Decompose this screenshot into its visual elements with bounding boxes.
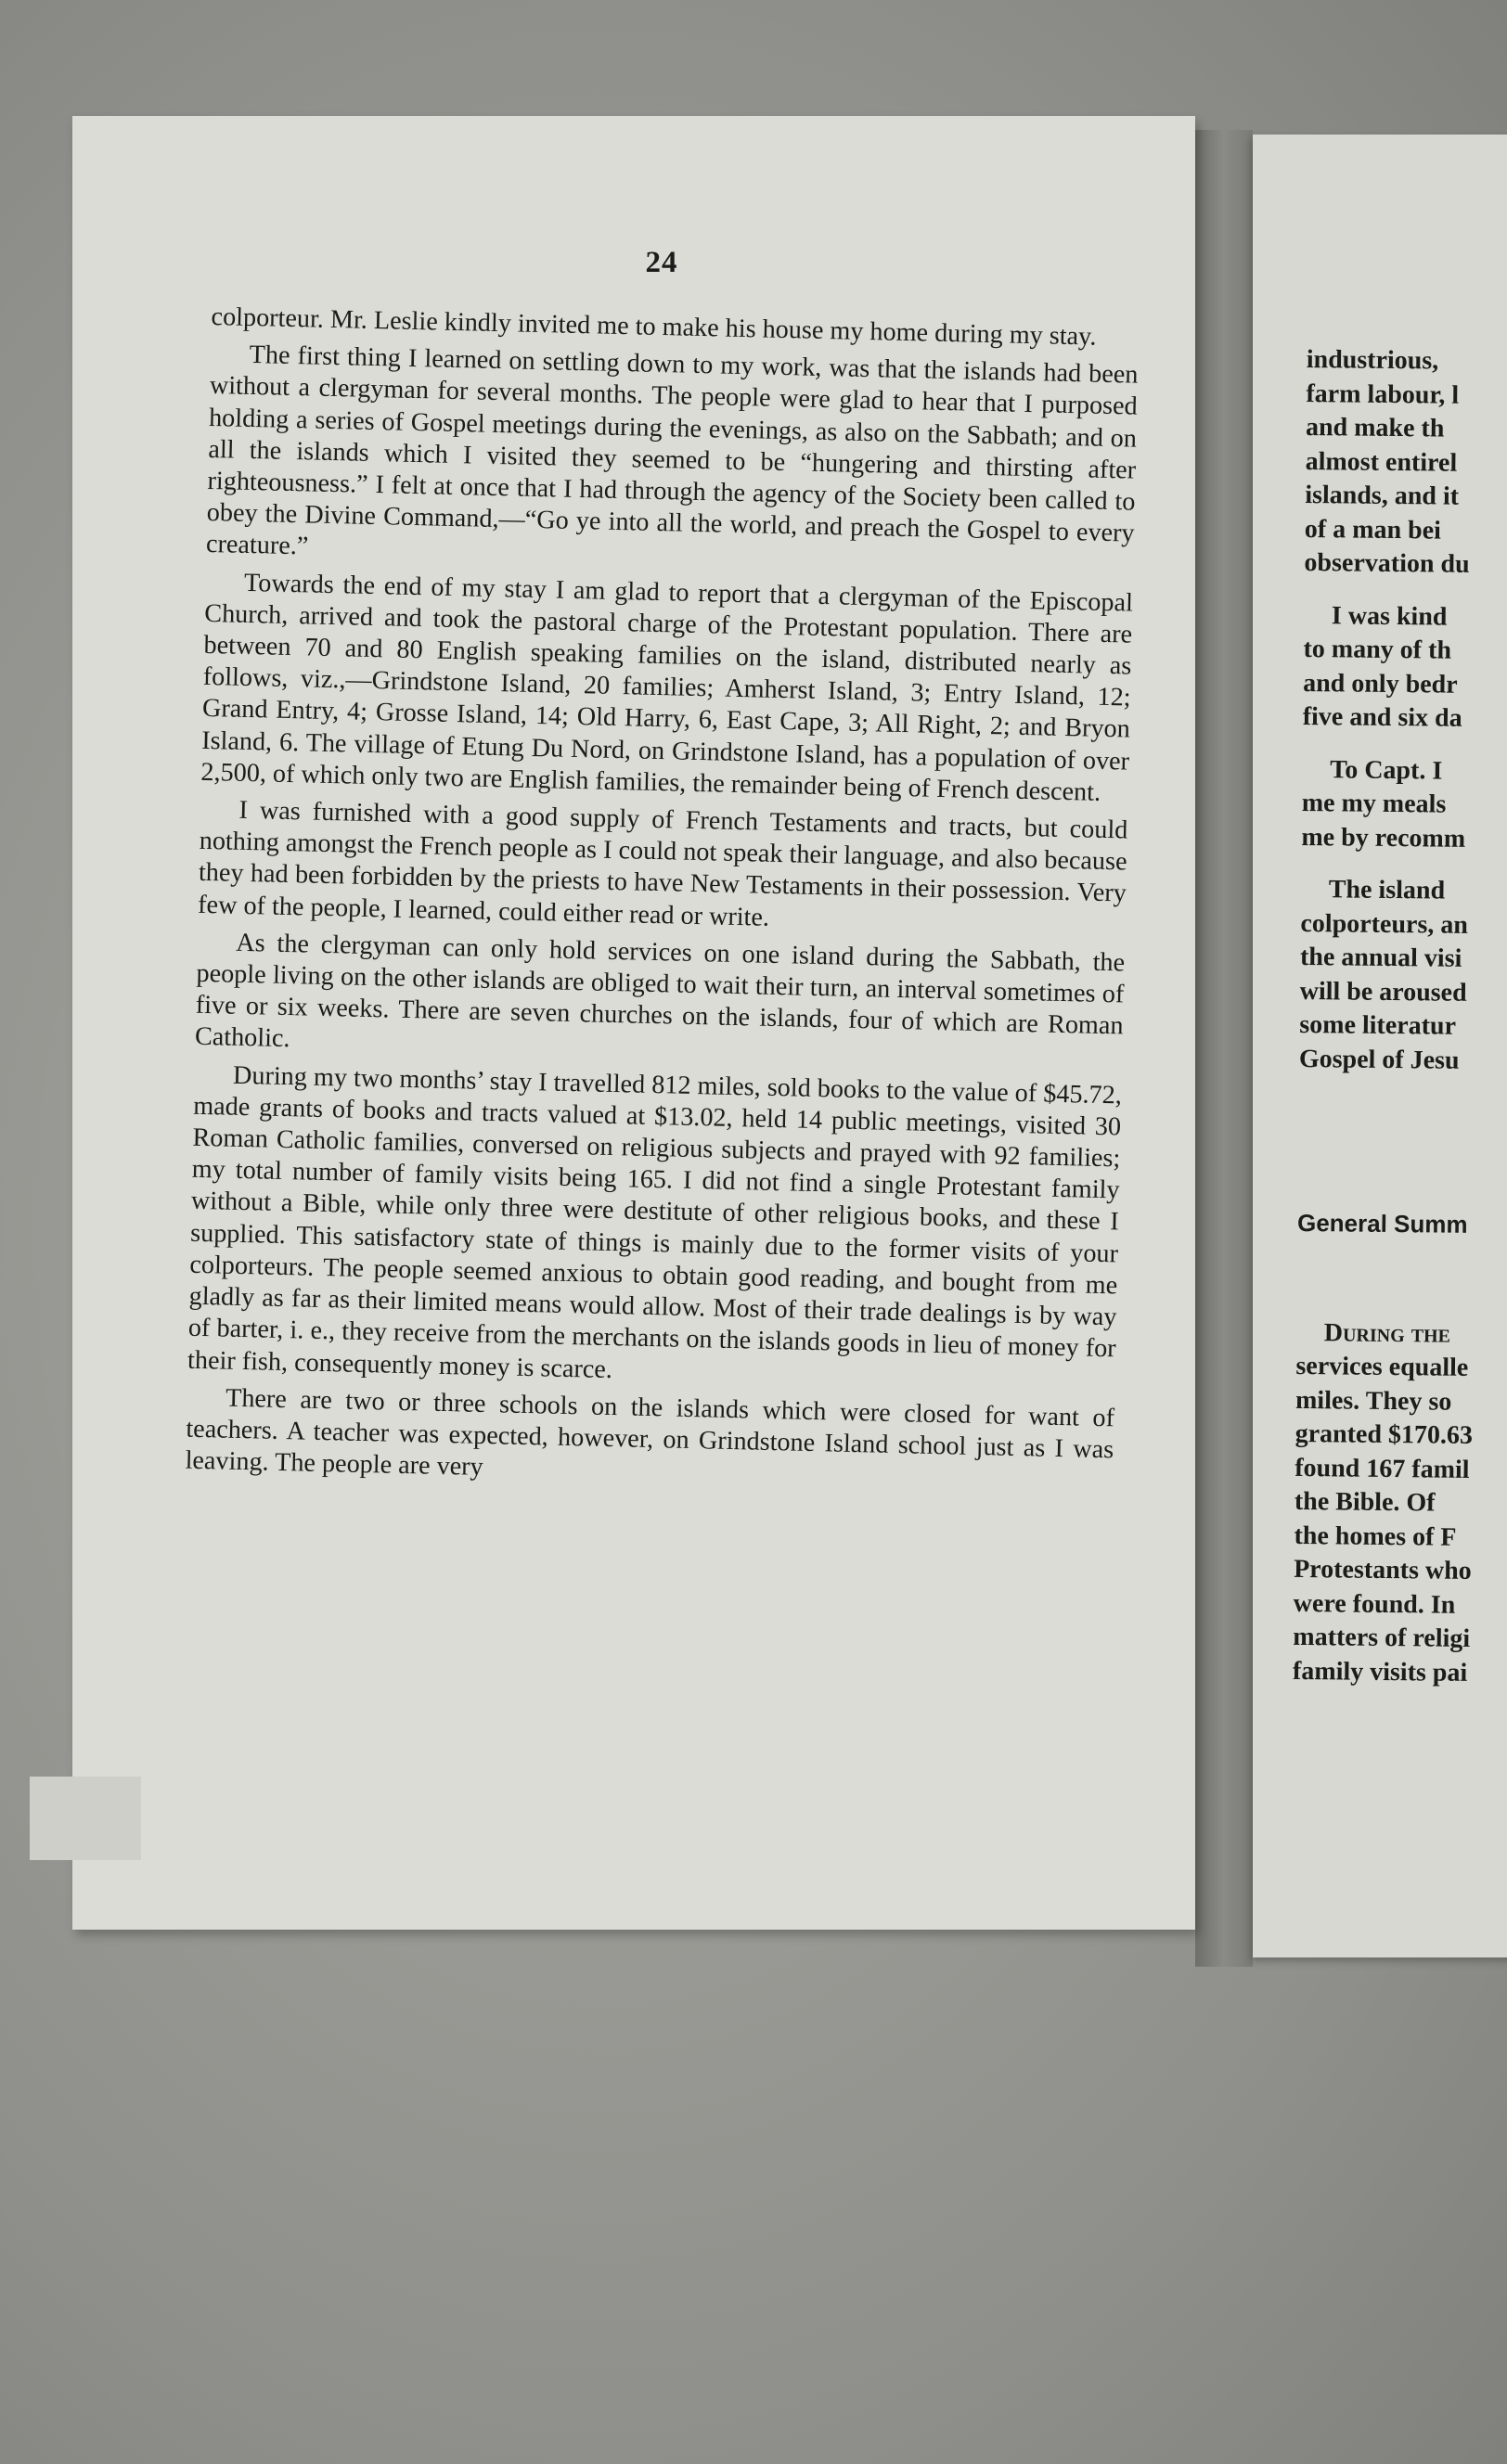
right-line: will be aroused: [1299, 976, 1467, 1007]
right-line: services equalle: [1295, 1351, 1469, 1382]
spacer: [1304, 580, 1507, 601]
right-line: To Capt. I: [1330, 754, 1443, 786]
right-page: [1253, 135, 1507, 1957]
left-page-body: [185, 302, 1140, 1504]
right-line: miles. They so: [1294, 1385, 1452, 1417]
paragraph-3: Towards the end of my stay I am glad to report that a clergyman of the Episcopal Church, arrived and took the pastoral charge of the Protestant population. There are between 70 and 80 English speaking families on the island, distributed nearly as follows, viz.,—Grindstone Island, 20 families; Amherst Island, 3; Entry Island, 12; Grand Entry, 4; Grosse Island, 14; Old Harry, 6, East Cape, 3; All Right, 2; and Bryon Island, 6. The village of Etung Du Nord, on Grindstone Island, has a population of over 2,500, of which only two are English families, the remainder being of French descent.: [200, 568, 1134, 807]
right-line: colporteurs, an: [1300, 908, 1469, 940]
section-heading: General Summ: [1296, 1208, 1468, 1238]
book-gutter: [1195, 130, 1253, 1967]
paragraph-7: There are two or three schools on the islands which were closed for want of teachers. A teacher was expected, however, on Grindstone Island school just as I was leaving. The people are very: [185, 1383, 1115, 1482]
paragraph-4: I was furnished with a good supply of French Testaments and tracts, but could nothing amongst the French people as I could not speak their language, and also because they had been forbidden by the priests to have New Testaments in their possession. Very few of the people, I learned, could either read or write.: [197, 795, 1128, 932]
right-line: the Bible. Of: [1294, 1486, 1436, 1518]
right-line: the annual visi: [1299, 942, 1462, 973]
right-line: me by recomm: [1301, 822, 1466, 853]
right-line: industrious,: [1306, 344, 1439, 376]
right-line: observation du: [1304, 547, 1470, 579]
page-edge-tab: [30, 1777, 141, 1860]
right-line: found 167 famil: [1294, 1453, 1470, 1484]
right-line: Protestants who: [1293, 1554, 1472, 1585]
right-line: matters of religi: [1293, 1622, 1471, 1653]
right-line: The island: [1328, 875, 1446, 905]
page-number: 24: [645, 246, 678, 279]
right-line: and only bedr: [1303, 668, 1458, 699]
right-line: granted $170.63: [1294, 1418, 1474, 1450]
right-line: were found. In: [1293, 1588, 1456, 1620]
paragraph-5: As the clergyman can only hold services on one island during the Sabbath, the people living on the other islands are obliged to wait their turn, an interval sometimes of five or six weeks. There are seven churches on the islands, four of which are Roman Catholic.: [194, 928, 1126, 1054]
right-line: islands, and it: [1305, 480, 1460, 511]
right-line: I was kind: [1331, 600, 1448, 632]
right-line: some literatur: [1299, 1009, 1457, 1041]
right-line: and make th: [1305, 412, 1445, 443]
paragraph-1: colporteur. Mr. Leslie kindly invited me to make his house my home during my stay.: [211, 302, 1097, 352]
right-line: the homes of F: [1294, 1521, 1457, 1552]
right-line: to many of th: [1303, 634, 1452, 665]
right-line: During the: [1323, 1317, 1451, 1349]
right-page-body: [1293, 343, 1507, 1691]
right-line: five and six da: [1302, 701, 1462, 733]
right-line: of a man bei: [1304, 514, 1442, 545]
right-line: me my meals: [1301, 788, 1447, 819]
paragraph-6: During my two months’ stay I travelled 812 miles, sold books to the value of $45.72, made grants of books and tracts valued at $13.02, held 14 public meetings, visited 30 Roman Catholic families, conversed on religious subjects and prayed with 92 families; my total number of family visits being 165. I did not find a single Protestant family without a Bible, while only three were destitute of other religious books, and these I supplied. This satisfactory state of things is mainly due to the former visits of your colporteurs. The people seemed anxious to obtain good reading, and bought from me gladly as far as their limited means would allow. Most of their trade dealings is by way of barter, i. e., they receive from the merchants on the islands goods in lieu of money for their fish, consequently money is scarce.: [187, 1060, 1123, 1384]
right-line: Gospel of Jesu: [1298, 1044, 1460, 1075]
right-line: farm labour, l: [1306, 379, 1460, 410]
paragraph-2: The first thing I learned on settling down to my work, was that the islands had been without a clergyman for several months. The people were glad to hear that I purposed holding a series of Gospel meetings during the evenings, as also on the Sabbath; and on all the islands which I visited they seemed to be “hungering and thirsting after righteousness.” I felt at once that I had through the agency of the Society been called to obey the Divine Command,—“Go ye into all the world, and preach the Gospel to every creature.”: [205, 340, 1139, 561]
spacer: [1301, 854, 1507, 876]
spacer: [1302, 734, 1507, 755]
right-line: family visits pai: [1292, 1656, 1468, 1688]
left-page: [72, 116, 1195, 1930]
right-line: almost entirel: [1305, 446, 1458, 478]
